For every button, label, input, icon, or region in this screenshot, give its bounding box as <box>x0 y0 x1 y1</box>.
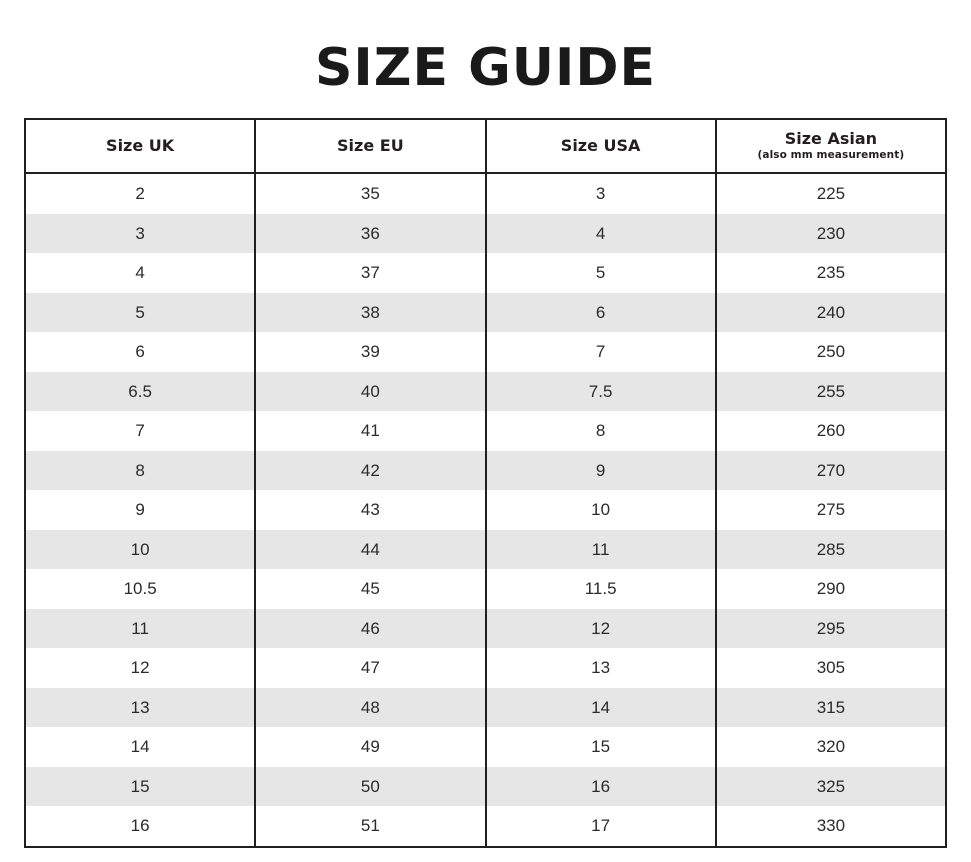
cell-size-asian: 250 <box>716 332 946 372</box>
cell-size-uk: 8 <box>25 451 255 491</box>
column-header-label: Size Asian <box>784 129 878 148</box>
cell-size-asian: 275 <box>716 490 946 530</box>
cell-size-usa: 9 <box>486 451 716 491</box>
table-row <box>25 214 946 254</box>
cell-size-asian: 285 <box>716 530 946 570</box>
column-header-label: Size USA <box>560 135 641 155</box>
cell-size-asian: 255 <box>716 372 946 412</box>
cell-size-usa: 7.5 <box>486 372 716 412</box>
size-table-container <box>0 118 971 848</box>
column-header-sublabel: (also mm measurement) <box>757 149 905 162</box>
cell-size-asian: 290 <box>716 569 946 609</box>
cell-size-usa: 17 <box>486 806 716 847</box>
table-body <box>25 173 946 847</box>
cell-size-eu: 36 <box>255 214 485 254</box>
cell-size-usa: 15 <box>486 727 716 767</box>
cell-size-asian: 330 <box>716 806 946 847</box>
cell-size-usa: 14 <box>486 688 716 728</box>
cell-size-eu: 46 <box>255 609 485 649</box>
column-header-size-asian <box>716 119 946 173</box>
cell-size-asian: 320 <box>716 727 946 767</box>
table-row <box>25 727 946 767</box>
cell-size-eu: 45 <box>255 569 485 609</box>
table-row <box>25 293 946 333</box>
cell-size-usa: 12 <box>486 609 716 649</box>
table-header-row <box>25 119 946 173</box>
cell-size-asian: 235 <box>716 253 946 293</box>
table-row <box>25 372 946 412</box>
table-header <box>25 119 946 173</box>
cell-size-uk: 10 <box>25 530 255 570</box>
table-row <box>25 173 946 214</box>
cell-size-uk: 13 <box>25 688 255 728</box>
cell-size-eu: 37 <box>255 253 485 293</box>
column-header-size-uk <box>25 119 255 173</box>
table-row <box>25 253 946 293</box>
table-row <box>25 648 946 688</box>
table-row <box>25 569 946 609</box>
cell-size-uk: 9 <box>25 490 255 530</box>
cell-size-uk: 3 <box>25 214 255 254</box>
cell-size-usa: 5 <box>486 253 716 293</box>
table-row <box>25 688 946 728</box>
cell-size-uk: 4 <box>25 253 255 293</box>
table-row <box>25 332 946 372</box>
cell-size-usa: 16 <box>486 767 716 807</box>
cell-size-usa: 10 <box>486 490 716 530</box>
table-row <box>25 490 946 530</box>
cell-size-uk: 10.5 <box>25 569 255 609</box>
cell-size-usa: 11 <box>486 530 716 570</box>
cell-size-uk: 6.5 <box>25 372 255 412</box>
cell-size-usa: 4 <box>486 214 716 254</box>
column-header-size-eu <box>255 119 485 173</box>
cell-size-uk: 12 <box>25 648 255 688</box>
cell-size-eu: 42 <box>255 451 485 491</box>
table-row <box>25 767 946 807</box>
cell-size-usa: 11.5 <box>486 569 716 609</box>
cell-size-uk: 5 <box>25 293 255 333</box>
page-title: SIZE GUIDE <box>314 38 657 98</box>
table-row <box>25 806 946 847</box>
cell-size-asian: 315 <box>716 688 946 728</box>
cell-size-uk: 16 <box>25 806 255 847</box>
cell-size-eu: 41 <box>255 411 485 451</box>
cell-size-usa: 13 <box>486 648 716 688</box>
cell-size-asian: 295 <box>716 609 946 649</box>
cell-size-asian: 325 <box>716 767 946 807</box>
table-row <box>25 451 946 491</box>
cell-size-usa: 8 <box>486 411 716 451</box>
cell-size-uk: 7 <box>25 411 255 451</box>
cell-size-asian: 305 <box>716 648 946 688</box>
cell-size-eu: 51 <box>255 806 485 847</box>
cell-size-asian: 260 <box>716 411 946 451</box>
cell-size-asian: 240 <box>716 293 946 333</box>
cell-size-eu: 48 <box>255 688 485 728</box>
column-header-size-usa <box>486 119 716 173</box>
table-row <box>25 609 946 649</box>
cell-size-asian: 225 <box>716 173 946 214</box>
cell-size-eu: 40 <box>255 372 485 412</box>
cell-size-asian: 270 <box>716 451 946 491</box>
cell-size-uk: 15 <box>25 767 255 807</box>
table-row <box>25 411 946 451</box>
cell-size-eu: 49 <box>255 727 485 767</box>
cell-size-usa: 6 <box>486 293 716 333</box>
column-header-label: Size UK <box>106 135 175 155</box>
cell-size-eu: 39 <box>255 332 485 372</box>
cell-size-eu: 47 <box>255 648 485 688</box>
cell-size-uk: 6 <box>25 332 255 372</box>
table-row <box>25 530 946 570</box>
cell-size-eu: 43 <box>255 490 485 530</box>
cell-size-uk: 2 <box>25 173 255 214</box>
cell-size-eu: 38 <box>255 293 485 333</box>
cell-size-eu: 44 <box>255 530 485 570</box>
column-header-label: Size EU <box>337 135 404 155</box>
cell-size-asian: 230 <box>716 214 946 254</box>
cell-size-uk: 11 <box>25 609 255 649</box>
size-chart-table <box>24 118 947 848</box>
cell-size-uk: 14 <box>25 727 255 767</box>
cell-size-eu: 35 <box>255 173 485 214</box>
cell-size-usa: 7 <box>486 332 716 372</box>
cell-size-eu: 50 <box>255 767 485 807</box>
cell-size-usa: 3 <box>486 173 716 214</box>
